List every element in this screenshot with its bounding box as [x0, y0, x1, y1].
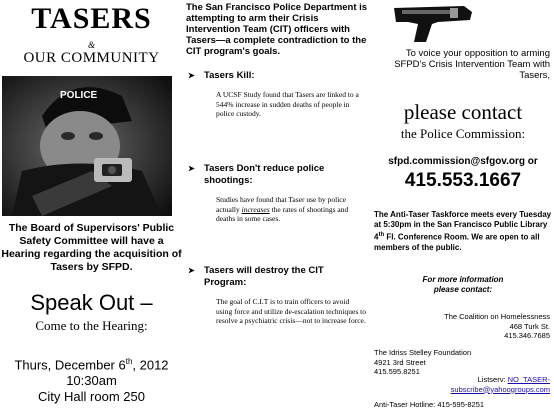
bullet-heading: Tasers Kill: — [204, 70, 255, 81]
arrow-bullet-icon: ➤ — [188, 71, 195, 80]
taskforce-meeting: The Anti-Taser Taskforce meets every Tuesday at 5:30pm in the San Francisco Public Library 4th Fl. Conference Room. We are open to all members of the public. — [374, 210, 552, 252]
voice-opposition-text: To voice your opposition to arming SFPD's Crisis Intervention Team with Tasers, — [394, 48, 550, 81]
hearing-place: City Hall room 250 — [38, 389, 145, 405]
listserv-link-cont[interactable]: subscribe@yahoogroups.com — [450, 384, 550, 394]
arrow-bullet-icon: ➤ — [188, 164, 195, 173]
hearing-date: Thurs, December 6th, 2012 — [14, 357, 169, 373]
come-to-hearing: Come to the Hearing: — [35, 318, 148, 333]
ampersand: & — [87, 40, 95, 50]
left-column — [0, 0, 183, 413]
coalition-contact: The Coalition on Homelessness 468 Turk St. 415.346.7685 — [444, 312, 550, 340]
bullet-text: Studies have found that Taser use by police actually increases the rates of shootings and deaths in some cases. — [216, 195, 349, 223]
officer-photo — [2, 76, 172, 216]
taser-gun-icon — [392, 2, 474, 44]
bullet-tasers-kill — [186, 70, 368, 119]
bullet-text: A UCSF Study found that Tasers are linked to a 544% increase in sudden deaths of people in police custody. — [216, 90, 359, 118]
arrow-bullet-icon: ➤ — [188, 266, 195, 275]
speak-out-heading: Speak Out – — [30, 290, 153, 315]
board-notice: The Board of Supervisors' Public Safety Committee will have a Hearing regarding the acquisition of Tasers by SFPD. — [1, 222, 182, 273]
flyer-title: TASERS — [31, 2, 152, 35]
please-contact-heading: please contact — [403, 100, 523, 124]
bullet-heading: Tasers will destroy the CIT Program: — [204, 265, 324, 288]
flyer-subtitle: OUR COMMUNITY — [23, 50, 160, 66]
hearing-time: 10:30am — [66, 373, 117, 389]
commission-email: sfpd.commission@sfgov.org or — [388, 156, 538, 167]
listserv: Listserv: NO_TASER- subscribe@yahoogroups.com — [450, 375, 550, 394]
bullet-cit-program — [186, 265, 368, 326]
more-info: For more information please contact: — [422, 275, 504, 294]
bullet-heading: Tasers Don't reduce police shootings: — [204, 163, 325, 186]
intro-paragraph: The San Francisco Police Department is attempting to arm their Crisis Intervention Team (CIT) officers with Tasers—a complete contradiction to the CIT program's goals. — [186, 2, 368, 57]
idriss-contact: The Idriss Stelley Foundation 4921 3rd Street 415.595.8251 — [374, 348, 472, 376]
bullet-police-shootings — [186, 163, 368, 224]
right-column — [372, 0, 554, 413]
commission-phone: 415.553.1667 — [404, 170, 522, 191]
hotline: Anti-Taser Hotline: 415-595-8251 — [374, 400, 485, 409]
helmet-lettering: POLICE — [60, 90, 98, 101]
hearing-details — [0, 354, 183, 405]
police-commission: the Police Commission: — [400, 126, 526, 141]
listserv-link[interactable]: NO_TASER- — [507, 375, 550, 384]
bullet-text: The goal of C.I.T is to train officers to avoid using force and utilize de-escalation techniques to resolve a psychiatric crisis—not to increase force. — [216, 297, 366, 325]
officer-with-taser-illustration — [2, 76, 172, 216]
middle-column — [186, 0, 368, 413]
